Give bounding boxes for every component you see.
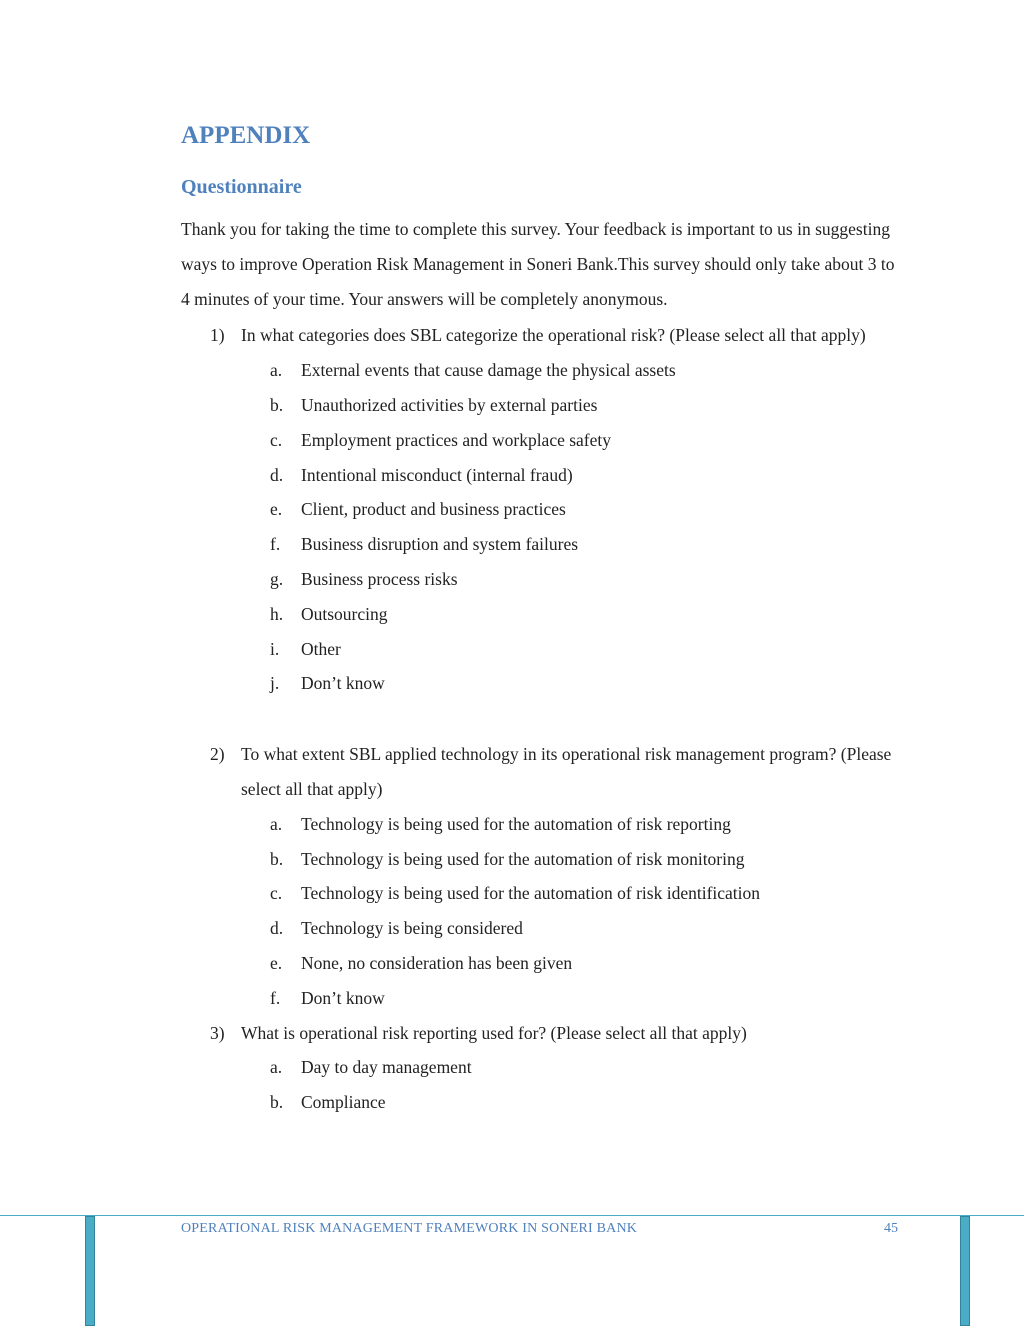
option-item: [181, 807, 911, 842]
footer-right-bar: [960, 1216, 970, 1326]
option-text: External events that cause damage the physical assets: [301, 360, 676, 381]
page-content: [181, 118, 911, 1120]
option-item: [181, 423, 911, 458]
option-item: [181, 981, 911, 1016]
option-text: None, no consideration has been given: [301, 952, 573, 973]
option-item: [181, 946, 911, 981]
question-number: 3): [210, 1022, 225, 1043]
question-3-options: [181, 1050, 911, 1120]
spacer: [181, 701, 911, 735]
option-letter: b.: [270, 394, 284, 415]
option-text: Technology is being used for the automation of risk identification: [301, 883, 761, 904]
option-letter: b.: [270, 1092, 284, 1113]
option-text: Technology is being used for the automation of risk monitoring: [301, 848, 745, 869]
option-item: [181, 458, 911, 493]
option-item: [181, 353, 911, 388]
option-letter: e.: [270, 499, 283, 520]
option-text: Business disruption and system failures: [301, 534, 579, 555]
option-letter: a.: [270, 360, 283, 381]
option-item: [181, 492, 911, 527]
option-text: Don’t know: [301, 987, 385, 1008]
question-number: 2): [210, 744, 225, 765]
question-2: [181, 737, 911, 807]
option-item: [181, 597, 911, 632]
option-text: Client, product and business practices: [301, 499, 566, 520]
option-text: Day to day management: [301, 1057, 472, 1078]
footer-left-bar: [85, 1216, 95, 1326]
question-1-options: [181, 353, 911, 701]
option-text: Outsourcing: [301, 603, 388, 624]
option-item: [181, 666, 911, 701]
question-text: What is operational risk reporting used for? (Please select all that apply): [241, 1022, 747, 1043]
question-text: In what categories does SBL categorize the operational risk? (Please select all that apply): [241, 325, 866, 346]
option-letter: c.: [270, 429, 283, 450]
option-letter: b.: [270, 848, 284, 869]
option-letter: a.: [270, 813, 283, 834]
option-text: Technology is being considered: [301, 918, 523, 939]
footer-title: OPERATIONAL RISK MANAGEMENT FRAMEWORK IN SONERI BANK: [181, 1221, 638, 1236]
option-text: Unauthorized activities by external parties: [301, 394, 598, 415]
option-letter: f.: [270, 987, 281, 1008]
option-letter: c.: [270, 883, 283, 904]
option-item: [181, 527, 911, 562]
option-letter: i.: [270, 638, 280, 659]
option-item: [181, 388, 911, 423]
option-item: [181, 632, 911, 667]
option-item: [181, 911, 911, 946]
option-text: Intentional misconduct (internal fraud): [301, 464, 573, 485]
option-item: [181, 1085, 911, 1120]
option-text: Don’t know: [301, 673, 385, 694]
question-number: 1): [210, 325, 225, 346]
option-letter: d.: [270, 918, 284, 939]
question-1: [181, 318, 911, 353]
option-item: [181, 876, 911, 911]
option-letter: e.: [270, 952, 283, 973]
option-letter: f.: [270, 534, 281, 555]
option-letter: d.: [270, 464, 284, 485]
page-number: 45: [884, 1221, 898, 1236]
option-text: Employment practices and workplace safety: [301, 429, 612, 450]
question-2-options: [181, 807, 911, 1016]
option-text: Business process risks: [301, 568, 458, 589]
questionnaire-subheading: Questionnaire: [181, 176, 302, 198]
question-3: [181, 1016, 911, 1051]
option-text: Compliance: [301, 1092, 386, 1113]
appendix-heading: APPENDIX: [181, 122, 311, 149]
intro-paragraph: Thank you for taking the time to complete this survey. Your feedback is important to us in suggesting ways to improve Operation Risk Management in Soneri Bank.This survey should only take about 3 to 4 minutes of your time. Your answers will be completely anonymous.: [181, 219, 895, 309]
option-item: [181, 1050, 911, 1085]
option-letter: j.: [270, 673, 280, 694]
option-text: Technology is being used for the automation of risk reporting: [301, 813, 731, 834]
option-letter: g.: [270, 568, 284, 589]
option-item: [181, 562, 911, 597]
question-text: To what extent SBL applied technology in its operational risk management program? (Please select all that apply): [241, 744, 892, 799]
option-item: [181, 842, 911, 877]
footer-rule: [0, 1215, 1024, 1216]
option-text: Other: [301, 638, 341, 659]
option-letter: h.: [270, 603, 284, 624]
option-letter: a.: [270, 1057, 283, 1078]
